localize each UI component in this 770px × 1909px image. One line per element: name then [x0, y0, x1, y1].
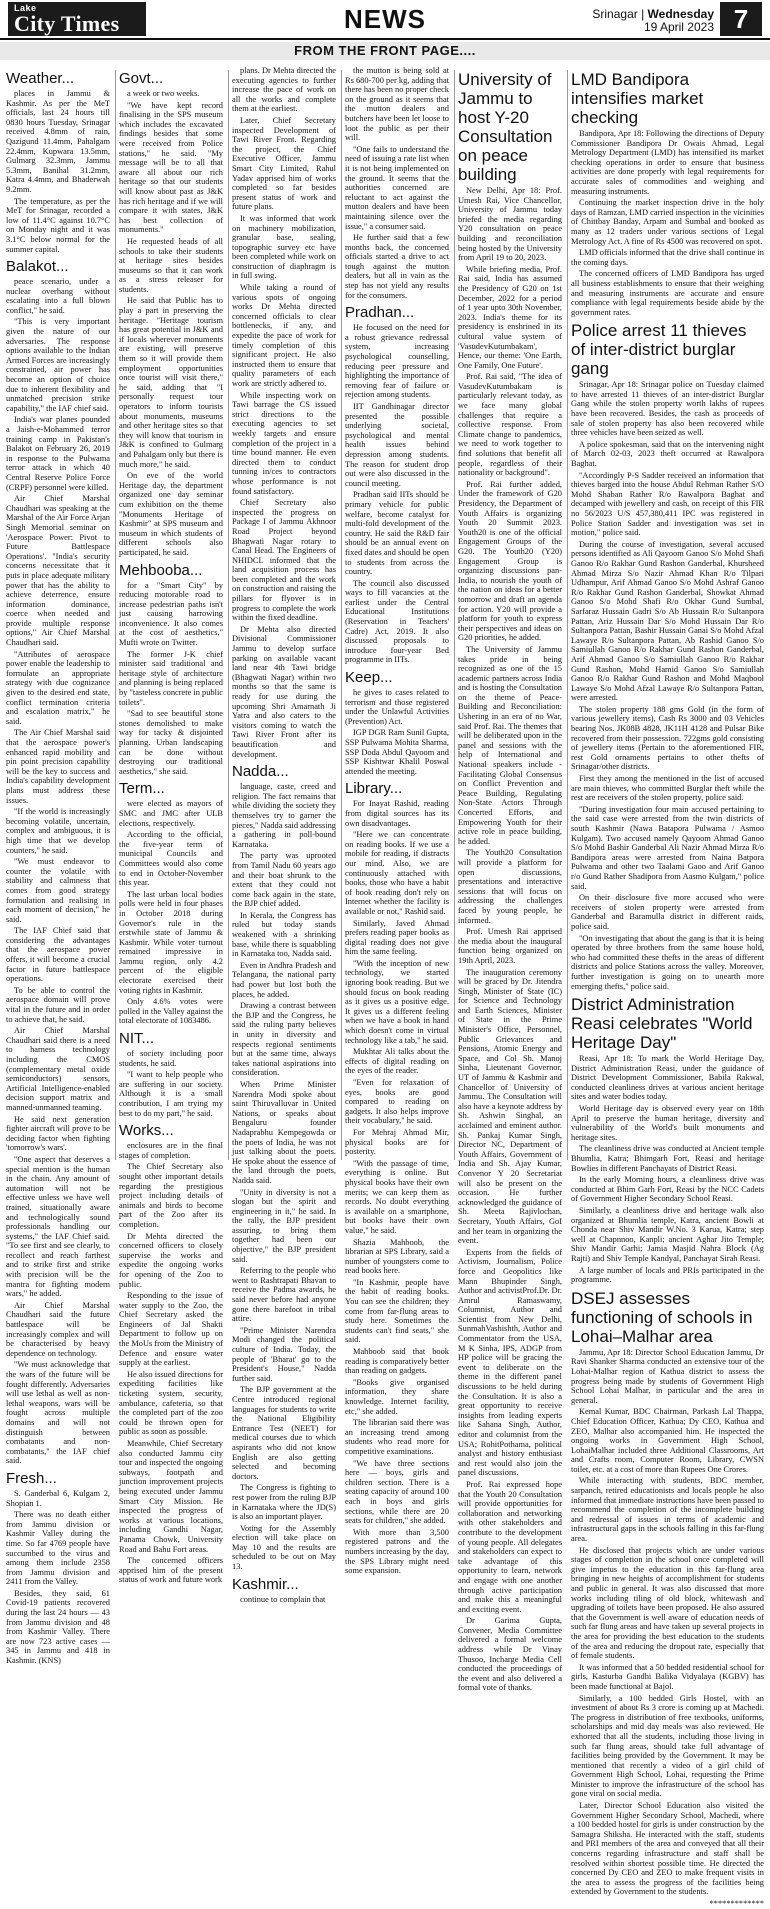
masthead	[0, 0, 770, 40]
article-headline: Pradhan...	[345, 304, 415, 322]
article-paragraph: The former J-K chief minister said traditional and heritage style of architecture and planning is being replaced by "tasteless concrete in public toilets".	[119, 649, 223, 707]
article-paragraph: First they among the mentioned in the list of accused are main thieves, who committed Burglar theft while the rest are receivers of the stolen property, police said.	[571, 774, 764, 803]
article-paragraph: "With the passage of time, everything is online. But physical books have their own merits; we can keep them as records. No doubt everything is available on a smartphone, but books have their own value," he said.	[345, 1158, 449, 1235]
article-paragraph: Similarly, Javed Ahmad prefers reading paper books as digital reading does not give him the same feeling.	[345, 918, 449, 957]
article-paragraph: "One fails to understand the need of issuing a rate list when it is not being implemented on the ground. It seems that the authorities concerned are reluctant to act against the mutton dealers and have been maintaining silence over the issue," a consumer said.	[345, 144, 449, 231]
article-paragraph: The Youth20 Consultation will provide a platform for open discussions, presentations and interactive sessions that will focus on addressing the challenges faced by young people, he informed.	[458, 848, 562, 925]
article-paragraph: He requested heads of all schools to take their students at heritage sites besides museums so that it can work as a stress releaser for students.	[119, 236, 223, 294]
article-paragraph: There was no death either from Jammu division or Kashmir Valley during the time. So far 4769 people have succumbed to the virus and among them include 2358 from Jammu division and 2411 from the Valley.	[6, 1510, 110, 1587]
article-headline: NIT...	[119, 1030, 155, 1048]
article-headline: LMD Bandipora intensifies market checking	[571, 70, 704, 127]
section-title: NEWS	[344, 4, 426, 34]
article-paragraph: "In Kashmir, people have the habit of reading books. You can see the children; they come from far-flung areas to study here. Sometimes the students can't find seats," she said.	[345, 1277, 449, 1345]
article-paragraph: "Attributes of aerospace power enable the leadership to formulate an appropriate strategy with due cognizance given to the desired end state, conflict termination criteria and escalation matrix," he said.	[6, 649, 110, 726]
article-paragraph: In the early Morning hours, a cleanliness drive was conducted at Bhim Garh Fort, Reasi by the NCC Cadets of Government Higher Secondary School Reasi.	[571, 1175, 764, 1204]
article-paragraph: Prof. Rai further added, Under the framework of G20 Presidency, the Department of Youth Affairs is organizing Youth 20 Summit 2023. Youth20 is one of the official Engagement Groups of the G20. The Youth20 (Y20) Engagement Group is organizing discussions pan-India, to nourish the youth of the nation on ideas for a better tomorrow and draft an agenda for action. Y20 will provide a platform for youth to express their perspectives and ideas on G20 priorities, he added.	[458, 479, 562, 643]
article-paragraph: Jammu, Apr 18: Director School Education Jammu, Dr Ravi Shanker Sharma conducted an extensive tour of the Lohai-Malhar region of Kathua district to assess the progress being made by students of Government High School Lohai Malhar, in particular and the area in general.	[571, 1347, 764, 1405]
article-paragraph: Continuing the market inspection drive in the holy days of Ramzan, LMD carried inspection in the vicinities of Chittbay Banday, Arpam and Sumbal and booked as many as 12 traders under various sections of Legal Metrology Act. A fine of Rs 4500 was recovered on spot.	[571, 198, 764, 246]
article-paragraph: The party was uprooted from Tamil Nadu 60 years ago and their boat shrunk to the extent that they could not come back again in the state, the BJP chief added.	[232, 851, 336, 909]
article-paragraph: For Mehraj Ahmad Mir, physical books are for posterity.	[345, 1127, 449, 1157]
article-paragraph: He focused on the need for a robust grievance redressal system, increasing psychological counselling, reducing peer pressure and highlighting the importance of removing fear of failure or rejection among students.	[345, 323, 449, 400]
article-paragraph: It was informed that work on machinery mobilization, granular base, sealing, topographic survey etc have been completed while work on construction of diaphragm is in full swing.	[232, 213, 336, 281]
article-paragraph: "Books give organised information, they share knowledge. Internet facility, etc," she added.	[345, 1377, 449, 1416]
article-headline: Fresh...	[6, 1469, 57, 1487]
article-paragraph: the mutton is being sold at Rs 680-700 per kg, adding that there has been no proper check on the ground as it seems that the mutton dealers and butchers have been let loose to loot the public as per their will.	[345, 66, 449, 143]
article-paragraph: Mahboob said that book reading is comparatively better than reading on gadgets.	[345, 1347, 449, 1376]
article-paragraph: "With the inception of new technology, we started ignoring book reading. But we should focus on book reading as it gives us a positive edge. It gives us a different feeling when we have a book in hand which doesn't come in virtual technology like a tab," he said.	[345, 958, 449, 1045]
article-headline: Term...	[119, 780, 165, 798]
article-paragraph: Dr Mehta directed the concerned officers to closely supervise the works and expedite the ongoing works for opening of the Zoo to public.	[119, 1231, 223, 1289]
article-paragraph: Dr Garima Gupta, Convener, Media Committee delivered a formal welcome address while Dr Vinay Thusoo, Incharge Media Cell conducted the proceedings of the event and also delivered a formal vote of thanks.	[458, 1616, 562, 1693]
article-paragraph: "Sad to see beautiful stone stones demolished to make way for tacky & disjointed planning. Urban landscaping can be done without destroying our traditional aesthetics," she said.	[119, 709, 223, 776]
article-paragraph: places in Jammu & Kashmir. As per the MeT officials, last 24 hours till 0830 hours Tuesday, Srinagar received 4.8mm of rain, Qazigund 11.4mm, Pahalgam 22.4mm, Kupwara 13.5mm, Gulmarg 32.3mm, Jammu 5.3mm, Banihal 31.2mm, Katra 4.4mm, and Bhaderwah 9.2mm.	[6, 89, 110, 194]
article-paragraph: Only 4.6% votes were polled in the Valley against the total electorate of 1083486.	[119, 997, 223, 1026]
article-paragraph: While taking a round of various spots of ongoing works Dr Mehta directed concerned officials to clear bottlenecks, if any, and expedite the pace of work for timely completion of this significant project. He also instructed them to ensure that quality parameters of each work are strictly adhered to.	[232, 283, 336, 388]
article-paragraph: "Even for relaxation of eyes, books are good compared to reading on gadgets. It also helps improve their vocabulary," he said.	[345, 1078, 449, 1126]
article-paragraph: Drawing a contrast between the BJP and the Congress, he said the ruling party believes in unity in diversity and respects regional sentiments but at the same time, always takes national aspirations into consideration.	[232, 1001, 336, 1078]
article-paragraph: peace scenario, under a nuclear overhang without escalating into a full blown conflict," he said.	[6, 277, 110, 315]
article-paragraph: "On investigating that about the gang is that it is being operated by three brothers from the same house hold, who had committed these thefts in the areas of different districts and police Stations across the valley. Moreover, further investigation is going on to unearth more emerging thefts," police said.	[571, 933, 764, 991]
column-3	[232, 66, 336, 1604]
column-divider	[228, 70, 229, 1160]
article-paragraph: To be able to control the aerospace domain will prove vital in the future and in order to achieve that, he said.	[6, 985, 110, 1024]
article-paragraph: "Prime Minister Narendra Modi changed the political culture of India. Today, the people of 'Bharat' go to the President's House," Nadda further said.	[232, 1325, 336, 1383]
article-paragraph: He said next generation fighter aircraft will prove to be deciding factor when fighting 'tomorrow's wars'.	[6, 1114, 110, 1153]
article-paragraph: The council also discussed ways to fill vacancies at the earliest under the Central Educational Institutions (Reservation in Teachers' Cadre) Act, 2019. It also discussed proposals to introduce four-year Bed programme in IITs.	[345, 578, 449, 665]
article-headline: Weather...	[6, 70, 75, 87]
article-paragraph: World Heritage day is observed every year on 18th April to preserve the human heritage, diversity and vulnerability of the World's built monuments and heritage sites.	[571, 1104, 764, 1142]
article-paragraph: According to the official, the five-year term of municipal Councils and Committees would also come to end in October-November this year.	[119, 830, 223, 888]
article-paragraph: For Inayat Rashid, reading from digital sources has its own disadvantages.	[345, 799, 449, 828]
article-paragraph: The IAF Chief said that considering the advantages that the aerospace power offers, it will become a crucial factor in future battlespace operations.	[6, 926, 110, 984]
article-paragraph: During the course of investigation, several accused persons identified as Ali Qayoom Ganoo S/o Mohd Shafi Ganoo R/o Rakhar Gund Rashon Ganderbal, Khursheed Ahmad Mirza S/o Nazir Ahmad Khan R/o Tilpari Udhampur, Arif Ahmad Ganoo S/o Mohd Ashraf Ganoo R/o Rakhar Gund Rashon Ganderbal, Showkat Ahmad Ganoo S/o Mohd Shafi R/o Okhar Gund Sumbal, Sarfaraz Hussain Gadri S/o Ab Hussain R/o Sultanpora Pattan, Ariz Hussain Dar S/o Mohd Hussain Dar R/o Sultanpora Pattan, Bashir Hussain Ganai S/o Mohd Afzal Lawaye R/o Sultanpora Pattan, Ab Rashid Ganoo S/o Samiullah Ganoo R/o Rakhar Gund Rashon Ganderbal, Arif Ahmad Ganoo S/o Samiullah Ganoo R/o Rakhar Gund Rashon, Mohd Hamid Ganoo S/o Samiullah Ganoo R/o Rakhar Gund Rashon and Mohd Maqbool Lawaye S/o Mohd Afzal Lawaye R/o Sultanpora Pattan, were arrested.	[571, 539, 764, 703]
article-paragraph: Air Chief Marshal Chaudhari said the future battlespace will be increasingly complex and will be characterised by heavy dependence on technology.	[6, 1300, 110, 1358]
article-headline: Library...	[345, 780, 403, 798]
article-paragraph: Kemal Kumar, BDC Chairman, Parkash Lal Thappa, Chief Education Officer, Kathua; Dy CEO, Kathua and ZEO, Malhar also accompanied him. He inspected the ongoing works in Government High School, LohaiMalhar included three Additional Classrooms, Art and Crafts room, Computer Room, Library, CWSN toilet, etc. at a cost of more than Rupees One Crores.	[571, 1407, 764, 1474]
logo-small-text: Lake	[14, 3, 37, 13]
article-paragraph: of society including poor students, he said.	[119, 1049, 223, 1068]
article-paragraph: Reasi, Apr 18: To mark the World Heritage Day, District Administration Reasi, under the guidance of District Development Commissioner, Babila Rakwal, conducted cleanliness drives at various ancient heritage sites and water bodies today.	[571, 1054, 764, 1102]
article-paragraph: IIT Gandhinagar director presented the possible underlying societal, psychological and mental health issues behind depression among students. The reason for student drop out were also discussed in the council meeting.	[345, 402, 449, 488]
article-paragraph: LMD officials informed that the drive shall continue in the coming days.	[571, 248, 764, 267]
article-paragraph: Prof. Rai expressed hope that the Youth 20 Consultation will provide opportunities for collaboration and networking with other stakeholders and contribute to the development of young people. All delegates and stakeholders can expect to take advantage of this opportunity to learn, network and engage with one another through active participation and make this a meaningful and exciting event.	[458, 1479, 562, 1614]
column-divider	[341, 70, 342, 1160]
article-paragraph: were elected as mayors of SMC and JMC after ULB elections, respectively.	[119, 799, 223, 828]
column-1	[6, 66, 110, 1666]
article-paragraph: While inspecting work on Tawi barrage the CS issued strict directions to the executing agencies to set weekly targets and ensure completion of the project in a time bound manner. He even directed them to conduct tunning in/ces to contractors whose performance is not found satisfactory.	[232, 390, 336, 496]
article-paragraph: "This is very important given the nature of our adversaries. The response options available to the Indian Armed Forces are increasingly constrained, air power has become an option of choice due to inherent flexibility and unmatched precision strike capability," the IAF chief said.	[6, 317, 110, 413]
article-paragraph: Similarly, a 100 bedded Girls Hostel, with an investment of about Rs 3 crore is coming up at Machedi. The progress in distribution of free textbooks, uniforms, scholarships and mid day meals was also reviewed. He exhorted that all the students, including those living in such far flung areas, should take full advantage of facilities being provided by the Government. It may be mentioned that recently a video of a girl child of Government High School, Lohai, requesting the Prime Minister to improve the infrastructure of the school has gone viral on social media.	[571, 1693, 764, 1799]
article-paragraph: Similarly, a cleanliness drive and heritage walk also organized at Bhumlia temple, Katra, ancient Bowli at Chonda near Shiv Mandir W.No. 3 Karua, Katra; step well at Chapnnoo, Kanpli; ancient Aghar Jito Temple; Shiv Mandir Garhi; Jamia Masjid Nahra Block (Ag Rajti) and Shiv Temple Kandyal, Panchayat Sirah Reasi.	[571, 1206, 764, 1263]
article-paragraph: "We have kept record finalising in the SPS museum which includes the excavated findings besides that some were received from Police stations," he said. "My message will be to all that aware all about our rich heritage so that our students will know about past as J&K has rich heritage and if we will compare it with states, J&K has best collection of monuments."	[119, 100, 223, 235]
article-paragraph: The stolen property 188 gms Gold (in the form of various jewellery items), Cash Rs 3000 and 03 Vehicles bearing Nos. JK08B 4828, JK11H 4128 and Pulsar Bike recovered from their possession. 722gms gold consisting of jewellery items (Pertain to the aforementioned FIR, rest Gold ornaments pertains to other thefts of Srinagar/other districts.	[571, 704, 764, 772]
article-paragraph: The Congress is fighting to rest power from the ruling BJP in Karnataka where the JD(S) is also an important player.	[232, 1483, 336, 1522]
article-headline: DSEJ assesses functioning of schools in Lohai–Malhar area	[571, 1288, 753, 1346]
column-4	[345, 66, 449, 1576]
article-paragraph: Meanwhile, Chief Secretary also conducted Jammu city tour and inspected the ongoing subways, footpath and junction improvement projects being executed under Jammu Smart City Mission. He inspected the progress of works at various locations, including Gandhi Nagar, Panama Chowk, University Road and Bahu Fort areas.	[119, 1439, 223, 1554]
dateline: Srinagar | Wednesday 19 April 2023	[592, 7, 714, 34]
article-paragraph: IGP DGR Ram Sunil Gupta, SSP Pulwama Mohita Sharma, SSP Doda Abdul Qayoom and SSP Kishtwar Khalil Poswal attended the meeting.	[345, 728, 449, 776]
article-paragraph: he gives to cases related to terrorism and those registered under the Unlawful Activities (Prevention) Act.	[345, 688, 449, 726]
article-paragraph: A large number of locals and PRIs participated in the programme.	[571, 1265, 764, 1285]
article-paragraph: "We must acknowledge that the wars of the future will be fought differently. Adversaries will use lethal as well as non-lethal weapons, wars will be fought across multiple domains and will not distinguish between combatants and non-combatants," the IAF chief said.	[6, 1360, 110, 1466]
article-paragraph: A police spokesman, said that on the intervening night of March 02-03, 2023 theft occurred at Rawalpora Baghat.	[571, 439, 764, 469]
article-paragraph: "One aspect that deserves a special mention is the human in the chain. Any amount of automation will not be effective unless we have well trained, situationally aware and technologically sound professionals handling our systems," the IAF Chief said. "To see first and see clearly, to recollect and reach farthest and to strike first and strike with precision will be the mantra for fighting modern wars," he added.	[6, 1154, 110, 1299]
article-paragraph: enclosures are in the final stages of completion.	[119, 1141, 223, 1160]
article-paragraph: In Kerala, the Congress has ruled but today stands weakened with a shrinking base, while there is squabbling in Karnataka too, Nadda said.	[232, 910, 336, 959]
article-headline: University of Jammu to host Y-20 Consultation on peace building	[458, 70, 553, 184]
article-paragraph: The inauguration ceremony will be graced by Dr. Jitendra Singh, Minister of State (IC) for Science and Technology and Earth Sciences, Minister of State in the Prime Minister's Office, Personnel, Public Grievances and Pensions, Atomic Energy and Space, and Col Sh. Manoj Sinha, Lieutenant Governor, UT of Jammu & Kashmir and Chancellor of University of Jammu. The Consultation will also have a keynote address by Sh. Ashwin Singhal, an acclaimed and eminent author. Sh. Pankaj Kumar Singh, Director NC, Department of Youth Affairs, Government of India and Sh. Ajay Kumar, Convenor Y 20 Secretariat will also be present on the occasion. He further acknowledged the guidance of Sh. Meeta Rajivlochan, Secretary, Youth Affairs, GoI and her team in organizing the event.	[458, 967, 562, 1246]
article-paragraph: Air Chief Marshal Chaudhari said there is a need to harness technology including the CMOS (complementary metal oxide semiconductors) sensors, Artificial Intelligence-enabled decision support matrix and manned-unmanned teaming.	[6, 1026, 110, 1112]
end-marker: *************	[709, 1899, 764, 1908]
city: Srinagar	[592, 7, 638, 21]
article-paragraph: Even in Andhra Pradesh and Telangana, the national party had power but lost both the places, he added.	[232, 960, 336, 999]
article-paragraph: He disclosed that projects which are under various stages of completion in the school once completed will give impetus to the education in this far-flung area bringing in new heights of accomplishment for students and public in general. It was also discussed that more works including tiling of old block, whitewash and upgrading of toilets have been proposed. He also assured that the Government is well aware of education needs of such far flung areas and have taken up several projects in the area for providing the best education to the students of the area and reducing the dropout rate, especially that of female students.	[571, 1545, 764, 1661]
article-paragraph: "Accordingly P-S Sadder received an information that thieves barged into the house Abdul Rehman Rather S/O Mohd Shaban Rather R/o Rawalpora Baghat and decamped with jewellery and cash, on receipt of this FIR no 56/2023 U/S 457,380,411 IPC was registered in Police Station Sadder and investigation was set in motion," police said.	[571, 470, 764, 538]
article-paragraph: He further said that a few months back, the concerned officials started a drive to act tough against the mutton dealers, but all in vain as the step has not yield any results for the consumers.	[345, 233, 449, 300]
article-paragraph: Later, Chief Secretary inspected Development of Tawi River Front. Regarding the project, the Chief Executive Officer, Jammu Smart City Limited, Rahul Yadav apprised him of works completed so far besides present status of work and future plans.	[232, 115, 336, 212]
article-paragraph: He also issued directions for expediting facilities like ticketing system, security, ambulance, cafeteria, so that the completed part of the zoo could be thrown open for public as soon as possible.	[119, 1369, 223, 1437]
article-paragraph: On eve of the world Heritage day, the department organized one day seminar cum exhibition on the theme "Monuments Heritage of Kashmir" at SPS museum and museum in which students of different schools also participated, he said.	[119, 471, 223, 557]
article-paragraph: New Delhi, Apr 18: Prof. Umesh Rai, Vice Chancellor, University of Jammu today briefed the media regarding Y20 consultation on peace building and reconciliation being hosted by the University from April 19 to 20, 2023.	[458, 186, 562, 263]
article-paragraph: for a "Smart City" by reducing motorable road to increase pedestrian paths isn't just causing harrowing inconvenience. It also comes at the cost of aesthetics," Mufti wrote on Twitter.	[119, 580, 223, 648]
article-paragraph: The concerned officers of LMD Bandipora has urged all business establishments to ensure that their weighing and measuring instruments are accurate and ensure compliance with legal requirements beside abide by the government rates.	[571, 269, 764, 317]
article-paragraph: The University of Jammu takes pride in being recognized as one of the 15 academic partners across India and is hosting the Consultation on the theme of Peace-Building and Reconciliation: Ushering in an era of no War, said Prof. Rai. The themes that will be deliberated upon in the panel and sessions with the help of International and National speakers include -Facilitating Global Consensus on Conflict Prevention and Peace Building, Regulating Non-State Actors Through Concerted Efforts, and Empowering Youth for their active role in peace building, he added.	[458, 644, 562, 846]
article-headline: Police arrest 11 thieves of inter-district burglar gang	[571, 321, 747, 379]
article-paragraph: India's war planes pounded a Jaish-e-Mohammed terror training camp in Pakistan's Balakot on February 26, 2019 in response to the Pulwama terror attack in which 40 Central Reserve Police Force (CRPF) personnel were killed.	[6, 415, 110, 492]
logo-title: City Times	[14, 11, 120, 36]
article-headline: Govt...	[119, 70, 164, 87]
article-paragraph: Prof. Rai said, "The idea of VasudevKutumbakam is particularly relevant today, as we face many global challenges that require a collective response. From Climate change to pandemics, we need to work together to find solutions that benefit all people, regardless of their nationality or background".	[458, 372, 562, 478]
article-paragraph: The cleanliness drive was conducted at Ancient temple Bhumlia, Katra; Bhimgarh Fort, Reasi and heritage Bowlies in different Panchayats of District Reasi.	[571, 1144, 764, 1173]
article-headline: Works...	[119, 1122, 174, 1140]
column-6	[571, 66, 764, 1908]
article-headline: District Administration Reasi celebrates "World Heritage Day"	[571, 995, 753, 1053]
article-paragraph: "Unity in diversity is not a slogan but the spirit and engineering in it," he said. In the rally, the BJP president assuring, to bring them together had been our objective," the BJP president said.	[232, 1187, 336, 1264]
article-paragraph: When Prime Minister Narendra Modi spoke about saint Thiruvalluvar in United Nations, or speaks about Bengaluru founder Nadaprabhu Kempegowda or the poets of India, he was not just talking about the poets. He spoke about the essence of the land through the poets, Nadda said.	[232, 1079, 336, 1185]
article-paragraph: Prof. Umesh Rai apprised the media about the inaugural function being organized on 19th April, 2023.	[458, 927, 562, 965]
article-paragraph: Besides, they said, 61 Covid-19 patients recovered during the last 24 hours — 43 from Jammu division and 48 from Kashmir Valley. There are now 723 active cases — 345 in Jammu and 418 in Kashmir. (KNS)	[6, 1588, 110, 1666]
article-paragraph: On their disclosure five more accused who were receivers of stolen property were arrested from Ganderbal and Baramulla district in different raids, police said.	[571, 893, 764, 931]
article-paragraph: He said that Public has to play a part in preserving the heritage. "Heritage tourism has great potential in J&K and if locals wherever monuments are existing, will preserve them so it will provide them employment opportunities once tourist will visit there," he said, adding that "I personally request tour operators to inform tourists about monuments, museums and other heritage sites so that they will know that tourism in J&K is confined to Gulmarg and Pahalgam only but there is much more," he said.	[119, 296, 223, 469]
article-paragraph: Dr Mehta also directed Divisional Commissioner Jammu to develop surface parking on available vacant land near 4th Tawi bridge (Bhagwati Nagar) within two months so that the same is ready for use during the upcoming Shri Amarnath Ji Yatra and also caters to the visitors coming to watch the Tawi River Front after its beautification and development.	[232, 624, 336, 759]
article-paragraph: "I want to help people who are suffering in our society. Although it is a small contribution, I am trying my best to do my part," he said.	[119, 1070, 223, 1118]
weekday: Wednesday	[647, 7, 714, 21]
section-subheader: FROM THE FRONT PAGE....	[0, 42, 770, 60]
article-headline: Nadda...	[232, 763, 289, 781]
page-number: 7	[720, 2, 762, 36]
issue-date: 19 April 2023	[643, 20, 714, 34]
article-headline: Balakot...	[6, 258, 69, 276]
article-paragraph: The BJP government at the Centre introduced regional languages for students to write the National Eligibility Entrance Test (NEET) for medical courses due to which aspirants who did not know English are also getting selected and becoming doctors.	[232, 1385, 336, 1481]
article-paragraph: While briefing media, Prof. Rai said, India has assumed the Presidency of G20 on 1st December, 2022 for a period of 1 year upto 30th November, 2023. India's theme for its presidency is enshrined in its cultural value system of 'VasudevKutumbakam', Hence, our theme: 'One Earth, One Family, One Future'.	[458, 264, 562, 370]
article-paragraph: Chief Secretary also inspected the progress on Package I of Jammu Akhnoor Road Project beyond Bhagwati Nagar rotary to Canal Head. The Engineers of NHIDCL informed that the land acquisition process has been completed and the work on construction and raising the pillars for flyover is in progress to complete the work within the fixed deadline.	[232, 498, 336, 623]
article-paragraph: "We have three sections here — boys, girls and children section. There is a seating capacity of around 100 each in boys and girls sections, while there are 20 seats for children," she added.	[345, 1458, 449, 1526]
column-divider	[567, 70, 568, 1160]
article-paragraph: The Air Chief Marshal said that the aerospace power's enhanced rapid mobility and pin point precision capability will be the key to success and India's capability development plans must address these issues.	[6, 728, 110, 805]
article-paragraph: Experts from the fields of Activism, Journalism, Police force and Geopolitics like Mann Bhupinder Singh, Author and activistProf.Dr. Dr. Amrul Ramaswamy, Columnist, Author and Scientist from New Delhi, SunmahVashishth, Author and Commentator from the USA, M K Sinha, IPS, ADGP from HP police will be gracing the event to deliberate on the theme in the different panel discussions to be held during the Consultation. It is also a great opportunity to receive insights from leading experts like Sahana Singh, Author, editor and columnist from the USA; RohitPothama, political analyst and history enthusiast and rest would also join the panel discussions.	[458, 1247, 562, 1478]
article-paragraph: Shazia Mahboob, the librarian at SPS Library, said a number of youngsters come to read books here.	[345, 1237, 449, 1276]
article-paragraph: continue to complain that	[240, 1594, 326, 1604]
article-paragraph: plans. Dr Mehta directed the executing agencies to further increase the pace of work on all the works and complete them at the earliest.	[232, 66, 336, 114]
article-paragraph: "If the world is increasingly becoming volatile, uncertain, complex and ambiguous, it is high time that we develop counters," he said.	[6, 807, 110, 855]
article-paragraph: Responding to the issue of water supply to the Zoo, the Chief Secretary asked the Engineers of Jal Shakti Department to follow up on the MoUs from the Ministry of Defence and ensure water supply at the earliest.	[119, 1291, 223, 1368]
article-paragraph: Voting for the Assembly election will take place on May 10 and the results are scheduled to be out on May 13.	[232, 1523, 336, 1572]
article-paragraph: The librarian said there was an increasing trend among students who read more for competitive examinations.	[345, 1418, 449, 1456]
article-paragraph: language, caste, creed and religion. The fact remains that while dividing the society they themselves try to garner the pieces," Nadda said addressing a gathering in poll-bound Karnataka.	[232, 782, 336, 849]
column-divider	[115, 70, 116, 1160]
article-headline: Mehbooba...	[119, 561, 203, 579]
article-paragraph: Srinagar, Apr 18: Srinagar police on Tuesday claimed to have arrested 11 thieves of an inter-district Burglar Gang while the stolen property worth lakhs of rupees have been recovered. Besides, the cash as proceeds of sale of stolen property has also been recovered while three vehicles have been seized as well.	[571, 380, 764, 438]
article-headline: Keep...	[345, 669, 393, 687]
article-paragraph: S. Ganderbal 6, Kulgam 2, Shopian 1.	[6, 1488, 110, 1508]
column-5	[458, 66, 562, 1693]
column-divider	[454, 70, 455, 1160]
article-headline: Kashmir...	[232, 1575, 299, 1593]
article-paragraph: a week or two weeks.	[127, 89, 200, 98]
article-paragraph: Pradhan said IITs should be primary vehicle for public welfare, become catalyst for multi-fold development of the country. He said the R&D fair should be an annual event on fixed dates and should be open to students from across the country.	[345, 490, 449, 577]
article-paragraph: The Chief Secretary also sought other important details regarding the prestigious project including details of animals and birds to become part of the Zoo after its completion.	[119, 1162, 223, 1229]
article-paragraph: Mukhtar Ali talks about the effects of digital reading on the eyes of the reader.	[345, 1047, 449, 1076]
article-paragraph: It was informed that a 50 bedded residential school for girls, Kasturba Gandhi Balika Vidyalaya (KGBV) has been made functional at Bajol.	[571, 1662, 764, 1691]
article-paragraph: The temperature, as per the MeT for Srinagar, recorded a low of 11.4°C against 10.7°C on Monday night and it was 3.1°C below normal for the summer capital.	[6, 196, 110, 254]
article-paragraph: With more than 3,500 registered patrons and the numbers increasing by the day, the SPS Library might need some expansion.	[345, 1527, 449, 1576]
article-paragraph: "During investigation four main accused pertaining to the said case were arrested from the twin districts of south Kashmir (Nawa Batapora Pulwama / Asmoo Kulgam). Two accused namely Qayoom Ahmad Ganoo S/o Mohd Bashir Ganderbal Ali Nazir Ahmad Mirza R/o Bandipora areas were arrested from Naina Batpora Pulwama and other two Taalami Gaoo and Arif Ganoo r/o Gund Rather Shadipora from Aasmo Kulgam," police said.	[571, 804, 764, 891]
column-2	[119, 66, 223, 1585]
article-paragraph: Later, Director School Education also visited the Government Higher Secondary School, Machedi, where a 100 bedded hostel for girls is under construction by the Samagra Shiksha. He interacted with the staff, students and PRI members of the area and conveyed that all their concerns regarding infrastructure and staff shall be resolved within shortest possible time. He directed the concerned Dy CEO and ZEO to make frequent visits in the area to assess the progress of the facilities being extended by Government to the students.	[571, 1801, 764, 1897]
article-paragraph: Air Chief Marshal Chaudhari was speaking at the Marshal of the Air Force Arjan Singh Memorial seminar on 'Aerospace Power: Pivot to Future Battlespace Operations'. "India's security concerns necessitate that it puts in place adequate military power that has the ability to achieve deterrence, ensure information dominance, coerce when needed and provide multiple response options," Air Chief Marshal Chaudhari said.	[6, 494, 110, 648]
article-paragraph: The last urban local bodies polls were held in four phases in October 2018 during Governor's rule in the erstwhile state of Jammu & Kashmir. While voter turnout remained impressive in Jammu region, only 4.2 percent of the eligible electorate exercised their voting rights in Kashmir.	[119, 889, 223, 995]
article-paragraph: Referring to the people who went to Rashtrapati Bhavan to receive the Padma awards, he said never before had anyone gone there barefoot in tribal attire.	[232, 1266, 336, 1324]
article-paragraph: "Here we can concentrate on reading books. If we use a mobile for reading, if distracts our mind. Also, we are continuously attached with books, those who have a habit of book reading don't rely on Internet whether the facility is available or not," Rashid said.	[345, 830, 449, 916]
article-paragraph: While interacting with students, BDC member, sarpanch, retired educationists and locals people he also informed that immediate instructions have been passed to recommend the completion of the incomplete building and redressal of issues in terms of academic and infrastructural gaps in the schools falling in this far-flung area.	[571, 1476, 764, 1544]
article-paragraph: Bandipora, Apr 18: Following the directions of Deputy Commissioner Bandipora Dr Owais Ahmad, Legal Metrology Department (LMD) has intensified its market checking operations in order to ensure that business activities are done properly with legal requirements for accurate sales of commodities and weighing and measuring instruments.	[571, 129, 764, 196]
article-paragraph: The concerned officers apprised him of the present status of work and future work	[119, 1556, 223, 1585]
article-paragraph: "We must endeavor to counter the volatile with stability and calmness that comes from good strategy formulation and realising in each moment of decision," he said.	[6, 857, 110, 924]
